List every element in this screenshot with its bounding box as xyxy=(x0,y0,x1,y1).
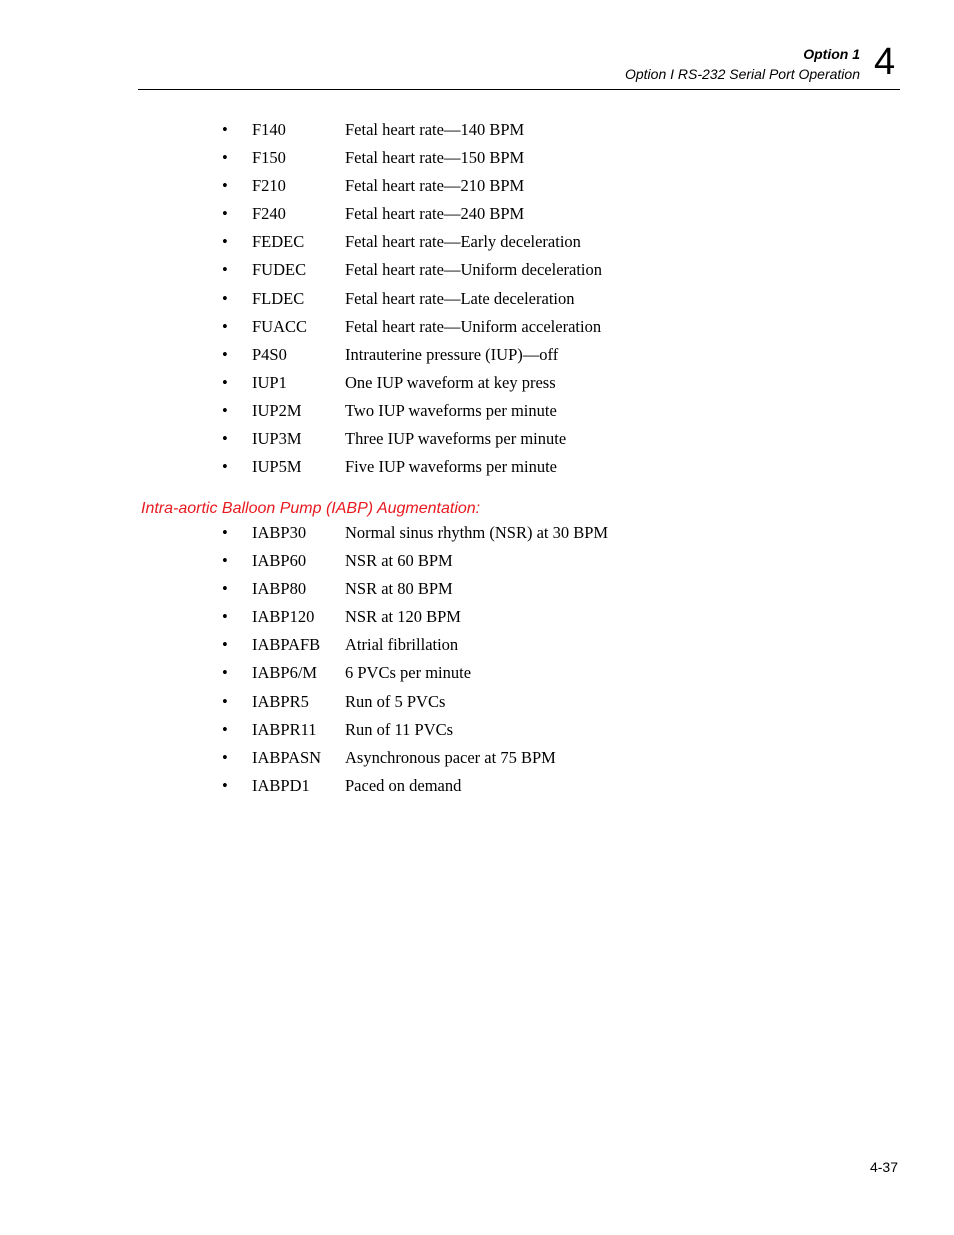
list-item xyxy=(222,635,608,663)
command-code: IUP3M xyxy=(252,429,302,449)
list-item xyxy=(222,579,608,607)
list-item xyxy=(222,176,602,204)
command-code: FUACC xyxy=(252,316,308,336)
command-code: IABP80 xyxy=(252,579,307,599)
bullet-icon: • xyxy=(222,204,228,224)
list-item xyxy=(222,345,602,373)
command-description: Paced on demand xyxy=(345,775,462,795)
command-description: Run of 11 PVCs xyxy=(345,719,454,739)
command-description: Run of 5 PVCs xyxy=(345,691,446,711)
list-item xyxy=(222,148,602,176)
list-item xyxy=(222,204,602,232)
command-code: IABP6/M xyxy=(252,663,318,683)
command-code: F140 xyxy=(252,120,286,139)
list-item xyxy=(222,401,602,429)
bullet-icon: • xyxy=(222,400,228,420)
command-code: IABP60 xyxy=(252,551,307,571)
iabp-command-list xyxy=(222,523,608,804)
command-description: Fetal heart rate—Uniform acceleration xyxy=(345,316,602,336)
command-description: 6 PVCs per minute xyxy=(345,663,472,683)
bullet-icon: • xyxy=(222,176,228,196)
command-code: IUP5M xyxy=(252,457,302,477)
command-description: Fetal heart rate—140 BPM xyxy=(345,120,525,139)
command-description: Fetal heart rate—Uniform deceleration xyxy=(345,260,603,280)
list-item xyxy=(222,120,602,148)
command-code: IABP120 xyxy=(252,607,315,627)
bullet-icon: • xyxy=(222,148,228,168)
command-description: NSR at 120 BPM xyxy=(345,607,461,627)
command-code: IABPD1 xyxy=(252,775,310,795)
command-description: NSR at 60 BPM xyxy=(345,551,453,571)
command-description: NSR at 80 BPM xyxy=(345,579,453,599)
list-item xyxy=(222,289,602,317)
list-item xyxy=(222,607,608,635)
command-code: FUDEC xyxy=(252,260,307,280)
bullet-icon: • xyxy=(222,775,228,795)
bullet-icon: • xyxy=(222,747,228,767)
bullet-icon: • xyxy=(222,551,228,571)
bullet-icon: • xyxy=(222,232,228,252)
list-item xyxy=(222,663,608,691)
command-code: FLDEC xyxy=(252,288,305,308)
section-heading: Intra-aortic Balloon Pump (IABP) Augmentation: xyxy=(141,500,481,517)
command-description: Fetal heart rate—Early deceleration xyxy=(345,232,581,252)
command-description: Intrauterine pressure (IUP)—off xyxy=(345,344,559,364)
command-code: IABP30 xyxy=(252,523,307,542)
list-item xyxy=(222,373,602,401)
list-item xyxy=(222,720,608,748)
bullet-icon: • xyxy=(222,429,228,449)
command-description: One IUP waveform at key press xyxy=(345,372,556,392)
bullet-icon: • xyxy=(222,663,228,683)
header-option-title: Option 1 xyxy=(803,46,860,62)
bullet-icon: • xyxy=(222,719,228,739)
command-description: Asynchronous pacer at 75 BPM xyxy=(345,747,556,767)
command-code: IABPAFB xyxy=(252,635,321,655)
bullet-icon: • xyxy=(222,344,228,364)
list-item xyxy=(222,551,608,579)
command-description: Fetal heart rate—210 BPM xyxy=(345,176,525,196)
command-description: Three IUP waveforms per minute xyxy=(345,429,567,449)
list-item xyxy=(222,748,608,776)
command-code: F150 xyxy=(252,148,286,168)
list-item xyxy=(222,317,602,345)
command-code: IABPR11 xyxy=(252,719,317,739)
command-description: Five IUP waveforms per minute xyxy=(345,457,558,477)
page-number: 4-37 xyxy=(869,1159,898,1175)
command-description: Fetal heart rate—Late deceleration xyxy=(345,288,575,308)
bullet-icon: • xyxy=(222,288,228,308)
command-description: Atrial fibrillation xyxy=(345,635,459,655)
bullet-icon: • xyxy=(222,316,228,336)
command-code: IUP2M xyxy=(252,400,302,420)
command-code: IUP1 xyxy=(252,372,287,392)
bullet-icon: • xyxy=(222,607,228,627)
header-divider xyxy=(138,89,900,90)
list-item xyxy=(222,776,608,804)
list-item xyxy=(222,457,602,485)
bullet-icon: • xyxy=(222,372,228,392)
command-code: F210 xyxy=(252,176,286,196)
command-description: Fetal heart rate—240 BPM xyxy=(345,204,525,224)
command-description: Normal sinus rhythm (NSR) at 30 BPM xyxy=(345,523,609,542)
list-item xyxy=(222,260,602,288)
bullet-icon: • xyxy=(222,579,228,599)
header-subtitle: Option I RS-232 Serial Port Operation xyxy=(624,66,860,82)
chapter-number: 4 xyxy=(874,41,896,83)
list-item xyxy=(222,692,608,720)
bullet-icon: • xyxy=(222,635,228,655)
bullet-icon: • xyxy=(222,523,228,542)
command-code: IABPASN xyxy=(252,747,322,767)
fetal-command-list xyxy=(222,120,602,485)
command-description: Two IUP waveforms per minute xyxy=(345,400,557,420)
command-code: FEDEC xyxy=(252,232,305,252)
command-code: F240 xyxy=(252,204,286,224)
command-description: Fetal heart rate—150 BPM xyxy=(345,148,525,168)
command-code: P4S0 xyxy=(252,344,287,364)
list-item xyxy=(222,232,602,260)
bullet-icon: • xyxy=(222,260,228,280)
bullet-icon: • xyxy=(222,691,228,711)
command-code: IABPR5 xyxy=(252,691,309,711)
list-item xyxy=(222,523,608,551)
bullet-icon: • xyxy=(222,120,228,139)
bullet-icon: • xyxy=(222,457,228,477)
list-item xyxy=(222,429,602,457)
